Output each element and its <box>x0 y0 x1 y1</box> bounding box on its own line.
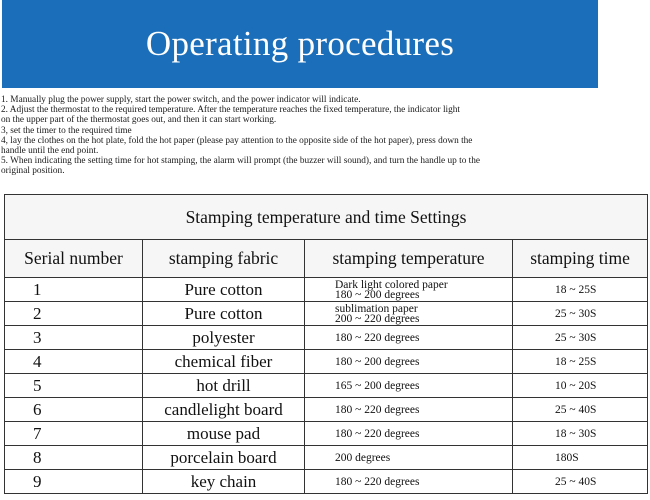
column-header-time: stamping time <box>513 240 648 278</box>
step-line: 2. Adjust the thermostat to the required temperature. After the temperature reaches the fixed temperature, the indicator light <box>1 105 460 116</box>
time-cell: 18 ~ 25S <box>513 278 648 302</box>
fabric-cell: Pure cotton <box>143 278 305 302</box>
serial-cell: 8 <box>5 446 143 470</box>
column-header-serial: Serial number <box>5 240 143 278</box>
table-row <box>5 350 648 374</box>
temperature-cell: 200 degrees <box>305 446 513 470</box>
serial-cell: 5 <box>5 374 143 398</box>
temperature-cell: 180 ~ 200 degrees <box>305 350 513 374</box>
time-cell: 25 ~ 30S <box>513 326 648 350</box>
temperature-note: Dark light colored paper <box>335 278 448 291</box>
time-cell: 10 ~ 20S <box>513 374 648 398</box>
temperature-cell: 180 ~ 220 degrees <box>305 326 513 350</box>
serial-cell: 3 <box>5 326 143 350</box>
settings-table <box>4 194 648 494</box>
time-cell: 18 ~ 30S <box>513 422 648 446</box>
table-row <box>5 374 648 398</box>
serial-cell: 6 <box>5 398 143 422</box>
fabric-cell: porcelain board <box>143 446 305 470</box>
table-row <box>5 398 648 422</box>
step-line: 3, set the timer to the required time <box>1 125 132 136</box>
fabric-cell: Pure cotton <box>143 302 305 326</box>
serial-cell: 4 <box>5 350 143 374</box>
temperature-cell: 180 ~ 220 degrees <box>305 398 513 422</box>
time-cell: 25 ~ 30S <box>513 302 648 326</box>
fabric-cell: candlelight board <box>143 398 305 422</box>
table-row <box>5 446 648 470</box>
fabric-cell: chemical fiber <box>143 350 305 374</box>
temperature-cell <box>305 302 513 326</box>
table-row <box>5 278 648 302</box>
time-cell: 180S <box>513 446 648 470</box>
fabric-cell: polyester <box>143 326 305 350</box>
banner-title: Operating procedures <box>2 0 598 88</box>
fabric-cell: key chain <box>143 470 305 494</box>
temperature-note: sublimation paper <box>335 302 418 315</box>
step-line: 5. When indicating the setting time for hot stamping, the alarm will prompt (the buzzer will sound), and turn the handle up to the <box>1 156 481 167</box>
temperature-cell: 165 ~ 200 degrees <box>305 374 513 398</box>
table-title: Stamping temperature and time Settings <box>5 195 648 240</box>
temperature-cell: 180 ~ 220 degrees <box>305 470 513 494</box>
serial-cell: 2 <box>5 302 143 326</box>
table-row <box>5 326 648 350</box>
fabric-cell: hot drill <box>143 374 305 398</box>
time-cell: 25 ~ 40S <box>513 398 648 422</box>
temperature-cell: 180 ~ 220 degrees <box>305 422 513 446</box>
table-row <box>5 470 648 494</box>
temperature-value: 200 ~ 220 degrees <box>335 312 420 325</box>
time-cell: 25 ~ 40S <box>513 470 648 494</box>
table-row <box>5 302 648 326</box>
serial-cell: 7 <box>5 422 143 446</box>
step-line: 1. Manually plug the power supply, start the power switch, and the power indicator will indicate. <box>1 95 361 105</box>
column-header-fabric: stamping fabric <box>143 240 305 278</box>
time-cell: 18 ~ 25S <box>513 350 648 374</box>
step-line: 4, lay the clothes on the hot plate, fold the hot paper (please pay attention to the opposite side of the hot paper), press down the <box>1 135 473 146</box>
step-line: original position. <box>1 166 65 177</box>
table-row <box>5 422 648 446</box>
step-line: on the upper part of the thermostat goes out, and then it can start working. <box>1 115 277 126</box>
temperature-cell <box>305 278 513 302</box>
fabric-cell: mouse pad <box>143 422 305 446</box>
serial-cell: 9 <box>5 470 143 494</box>
column-header-temperature: stamping temperature <box>305 240 513 278</box>
procedure-steps <box>1 95 641 177</box>
step-line: handle until the end point. <box>1 146 99 157</box>
serial-cell: 1 <box>5 278 143 302</box>
temperature-value: 180 ~ 200 degrees <box>335 288 420 301</box>
